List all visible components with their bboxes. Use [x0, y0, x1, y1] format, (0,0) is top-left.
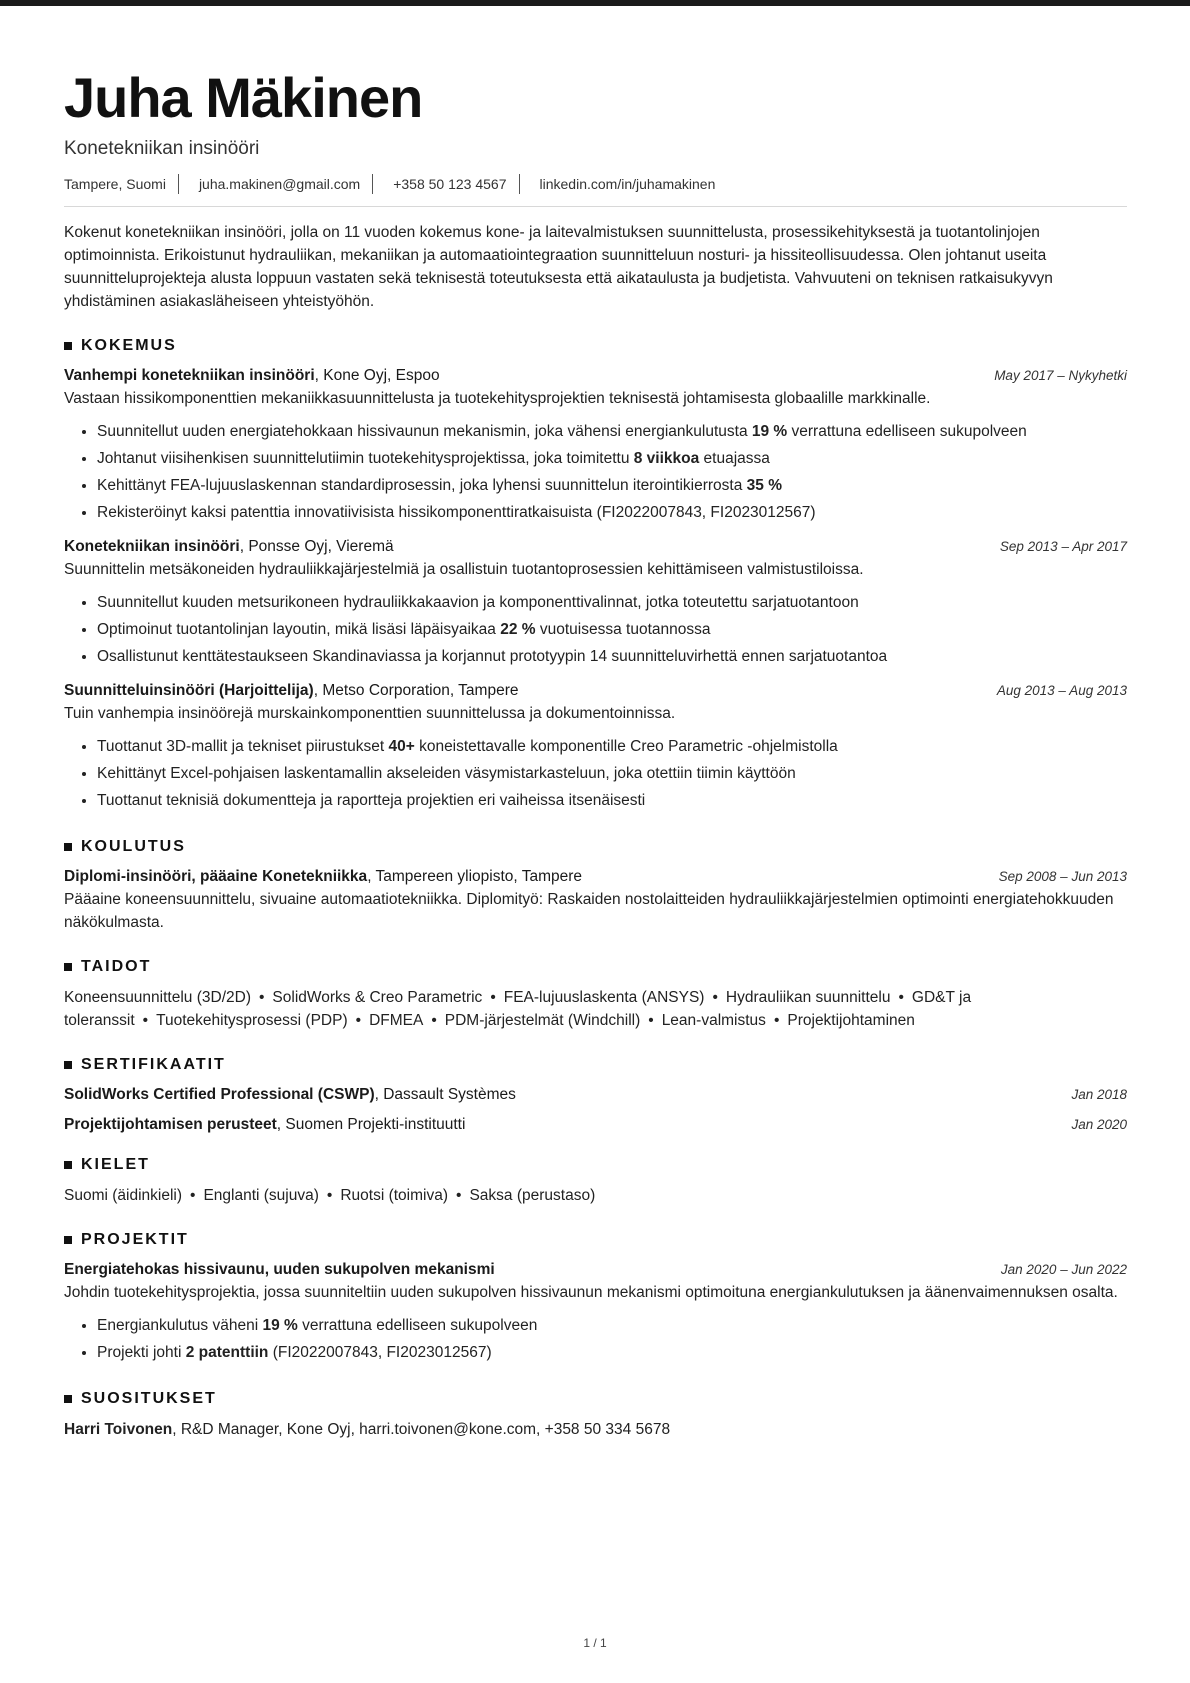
language-item: Englanti (sujuva): [203, 1187, 319, 1204]
skills-list: Koneensuunnittelu (3D/2D) • SolidWorks & Creo Parametric • FEA-lujuuslaskenta (ANSYS) • Hydrauliikan suunnittelu • GD&T ja toleranssit • Tuotekehitysprosessi (PDP) • DFMEA • PDM-järjestelmät (Windchill) • Lean-valmistus • Projektijohtaminen: [64, 989, 972, 1029]
job-bullets: [64, 589, 1127, 670]
job-date: Aug 2013 – Aug 2013: [996, 683, 1127, 698]
certificate-item: Projektijohtamisen perusteet, Suomen Projekti-instituutti Jan 2020: [64, 1116, 1127, 1133]
job-org: , Metso Corporation, Tampere: [313, 682, 519, 699]
job-date: May 2017 – Nykyhetki: [994, 368, 1127, 383]
section-square-icon: [64, 1061, 72, 1069]
job-description: Tuin vanhempia insinöörejä murskainkomponenttien suunnittelussa ja dokumentoinnissa.: [64, 705, 676, 722]
list-item: • Tuottanut teknisiä dokumentteja ja raportteja projektien eri vaiheissa itsenäisesti: [97, 787, 1127, 814]
experience-entry: [64, 365, 1127, 526]
section-education: KOULUTUS: [64, 838, 1127, 856]
job-org: , Ponsse Oyj, Vieremä: [239, 538, 394, 555]
job-org: , Kone Oyj, Espoo: [314, 367, 440, 384]
summary: Kokenut konetekniikan insinööri, jolla on 11 vuoden kokemus kone- ja laitevalmistuksen suunnittelusta, prosessikehityksestä ja tuotantolinjojen optimoinnista. Erikoistunut hydrauliikan, mekaniikan ja automaatiointegraation suunnitteluun nosturi- ja hissiteollisuudessa. Olen johtanut useita suunnitteluprojekteja alusta loppuun vastaten sekä teknisestä toteutuksesta että aikataulusta ja budjetista. Vahvuuteni on teknisen ratkaisukyvyn yhdistäminen asiakasläheiseen yhteistyöhön.: [64, 224, 1053, 310]
language-item: Suomi (äidinkieli): [64, 1187, 183, 1204]
contact-linkedin[interactable]: linkedin.com/in/juhamakinen: [539, 176, 716, 192]
experience-entry: [64, 680, 1127, 814]
job-role: Vanhempi konetekniikan insinööri: [64, 367, 315, 384]
list-item: • Projekti johti 2 patenttiin (FI2022007843, FI2023012567): [97, 1339, 1127, 1366]
project-bullets: [64, 1312, 1127, 1366]
experience-entry: [64, 536, 1127, 670]
job-bullets: [64, 418, 1127, 526]
project-name: Energiatehokas hissivaunu, uuden sukupolven mekanismi: [64, 1261, 495, 1278]
list-item: • Suunnitellut uuden energiatehokkaan hissivaunun mekanismin, joka vähensi energiankulutusta 19 % verrattuna edelliseen sukupolveen: [97, 418, 1127, 445]
job-role: Konetekniikan insinööri: [64, 538, 240, 555]
section-square-icon: [64, 843, 72, 851]
section-skills: TAIDOT: [64, 958, 1127, 976]
school: , Tampereen yliopisto, Tampere: [367, 868, 583, 885]
section-projects: PROJEKTIT: [64, 1231, 1127, 1249]
skill-item: SolidWorks & Creo Parametric: [272, 989, 483, 1006]
skill-item: Koneensuunnittelu (3D/2D): [64, 989, 251, 1006]
education-entry: [64, 866, 1127, 934]
skill-item: Projektijohtaminen: [787, 1012, 915, 1029]
education-date: Sep 2008 – Jun 2013: [998, 869, 1127, 884]
project-date: Jan 2020 – Jun 2022: [1000, 1262, 1127, 1277]
job-date: Sep 2013 – Apr 2017: [999, 539, 1127, 554]
language-item: Saksa (perustaso): [469, 1187, 596, 1204]
contact-phone[interactable]: +358 50 123 4567: [393, 174, 519, 194]
contact-line: [64, 174, 1127, 194]
project-entry: [64, 1259, 1127, 1366]
section-square-icon: [64, 342, 72, 350]
skill-item: GD&T ja toleranssit: [64, 989, 972, 1029]
list-item: • Tuottanut 3D-mallit ja tekniset piirustukset 40+ koneistettavalle komponentille Creo Parametric -ohjelmistolla: [97, 733, 1127, 760]
candidate-title: Konetekniikan insinööri: [64, 138, 260, 159]
project-description: Johdin tuotekehitysprojektia, jossa suunniteltiin uuden sukupolven hissivaunun mekanismi optimoituna energiankulutuksen ja äänenvaimennuksen osalta.: [64, 1284, 1118, 1301]
list-item: • Suunnitellut kuuden metsurikoneen hydrauliikkakaavion ja komponenttivalinnat, jotka toteutettu sarjatuotantoon: [97, 589, 1127, 616]
list-item: • Osallistunut kenttätestaukseen Skandinaviassa ja korjannut prototyypin 14 suunnitteluvirhettä ennen sarjatuotantoa: [97, 643, 1127, 670]
certificate-item: SolidWorks Certified Professional (CSWP), Dassault Systèmes Jan 2018: [64, 1086, 1127, 1103]
resume-page: [64, 62, 1127, 1441]
section-references: SUOSITUKSET: [64, 1390, 1127, 1408]
section-square-icon: [64, 1395, 72, 1403]
reference-details: , R&D Manager, Kone Oyj, harri.toivonen@kone.com, +358 50 334 5678: [172, 1421, 671, 1438]
top-bar: [0, 0, 1190, 6]
skill-item: Hydrauliikan suunnittelu: [725, 989, 891, 1006]
skill-item: PDM-järjestelmät (Windchill): [444, 1012, 641, 1029]
section-square-icon: [64, 963, 72, 971]
section-certificates: SERTIFIKAATIT: [64, 1056, 1127, 1074]
list-item: • Johtanut viisihenkisen suunnittelutiimin tuotekehitysprojektissa, joka toimitettu 8 viikkoa etuajassa: [97, 445, 1127, 472]
skill-item: Lean-valmistus: [661, 1012, 766, 1029]
list-item: • Kehittänyt Excel-pohjaisen laskentamallin akseleiden väsymistarkasteluun, joka otettiin tiimin käyttöön: [97, 760, 1127, 787]
languages-list: Suomi (äidinkieli) • Englanti (sujuva) • Ruotsi (toimiva) • Saksa (perustaso): [64, 1187, 596, 1204]
list-item: • Rekisteröinyt kaksi patenttia innovatiivisista hissikomponenttiratkaisuista (FI2022007843, FI2023012567): [97, 499, 1127, 526]
skill-item: Tuotekehitysprosessi (PDP): [156, 1012, 348, 1029]
section-experience: KOKEMUS: [64, 337, 1127, 355]
header-divider: [64, 206, 1127, 207]
certificate-list: [64, 1080, 1127, 1140]
reference-item: [64, 1418, 1127, 1441]
job-description: Suunnittelin metsäkoneiden hydrauliikkajärjestelmiä ja osallistuin tuotantoprosessien kehittämiseen valmistustiloissa.: [64, 561, 864, 578]
education-description: Pääaine koneensuunnittelu, sivuaine automaatiotekniikka. Diplomityö: Raskaiden nostolaitteiden hydrauliikkajärjestelmien optimointi energiatehokkuuden näkökulmasta.: [64, 891, 1114, 931]
job-role: Suunnitteluinsinööri (Harjoittelija): [64, 682, 314, 699]
section-square-icon: [64, 1236, 72, 1244]
list-item: • Kehittänyt FEA-lujuuslaskennan standardiprosessin, joka lyhensi suunnittelun iterointikierrosta 35 %: [97, 472, 1127, 499]
section-languages: KIELET: [64, 1156, 1127, 1174]
page-number: 1 / 1: [583, 1636, 607, 1650]
list-item: • Optimoinut tuotantolinjan layoutin, mikä lisäsi läpäisyaikaa 22 % vuotuisessa tuotannossa: [97, 616, 1127, 643]
contact-email[interactable]: juha.makinen@gmail.com: [199, 174, 373, 194]
section-square-icon: [64, 1161, 72, 1169]
skill-item: FEA-lujuuslaskenta (ANSYS): [503, 989, 705, 1006]
skill-item: DFMEA: [369, 1012, 424, 1029]
job-description: Vastaan hissikomponenttien mekaniikkasuunnittelusta ja tuotekehitysprojektien teknisestä johtamisesta globaalille markkinalle.: [64, 390, 931, 407]
list-item: • Energiankulutus väheni 19 % verrattuna edelliseen sukupolveen: [97, 1312, 1127, 1339]
candidate-name: Juha Mäkinen: [64, 66, 423, 129]
language-item: Ruotsi (toimiva): [340, 1187, 449, 1204]
reference-name: Harri Toivonen: [64, 1421, 173, 1438]
degree: Diplomi-insinööri, pääaine Konetekniikka: [64, 868, 368, 885]
contact-location: Tampere, Suomi: [64, 174, 179, 194]
job-bullets: [64, 733, 1127, 814]
